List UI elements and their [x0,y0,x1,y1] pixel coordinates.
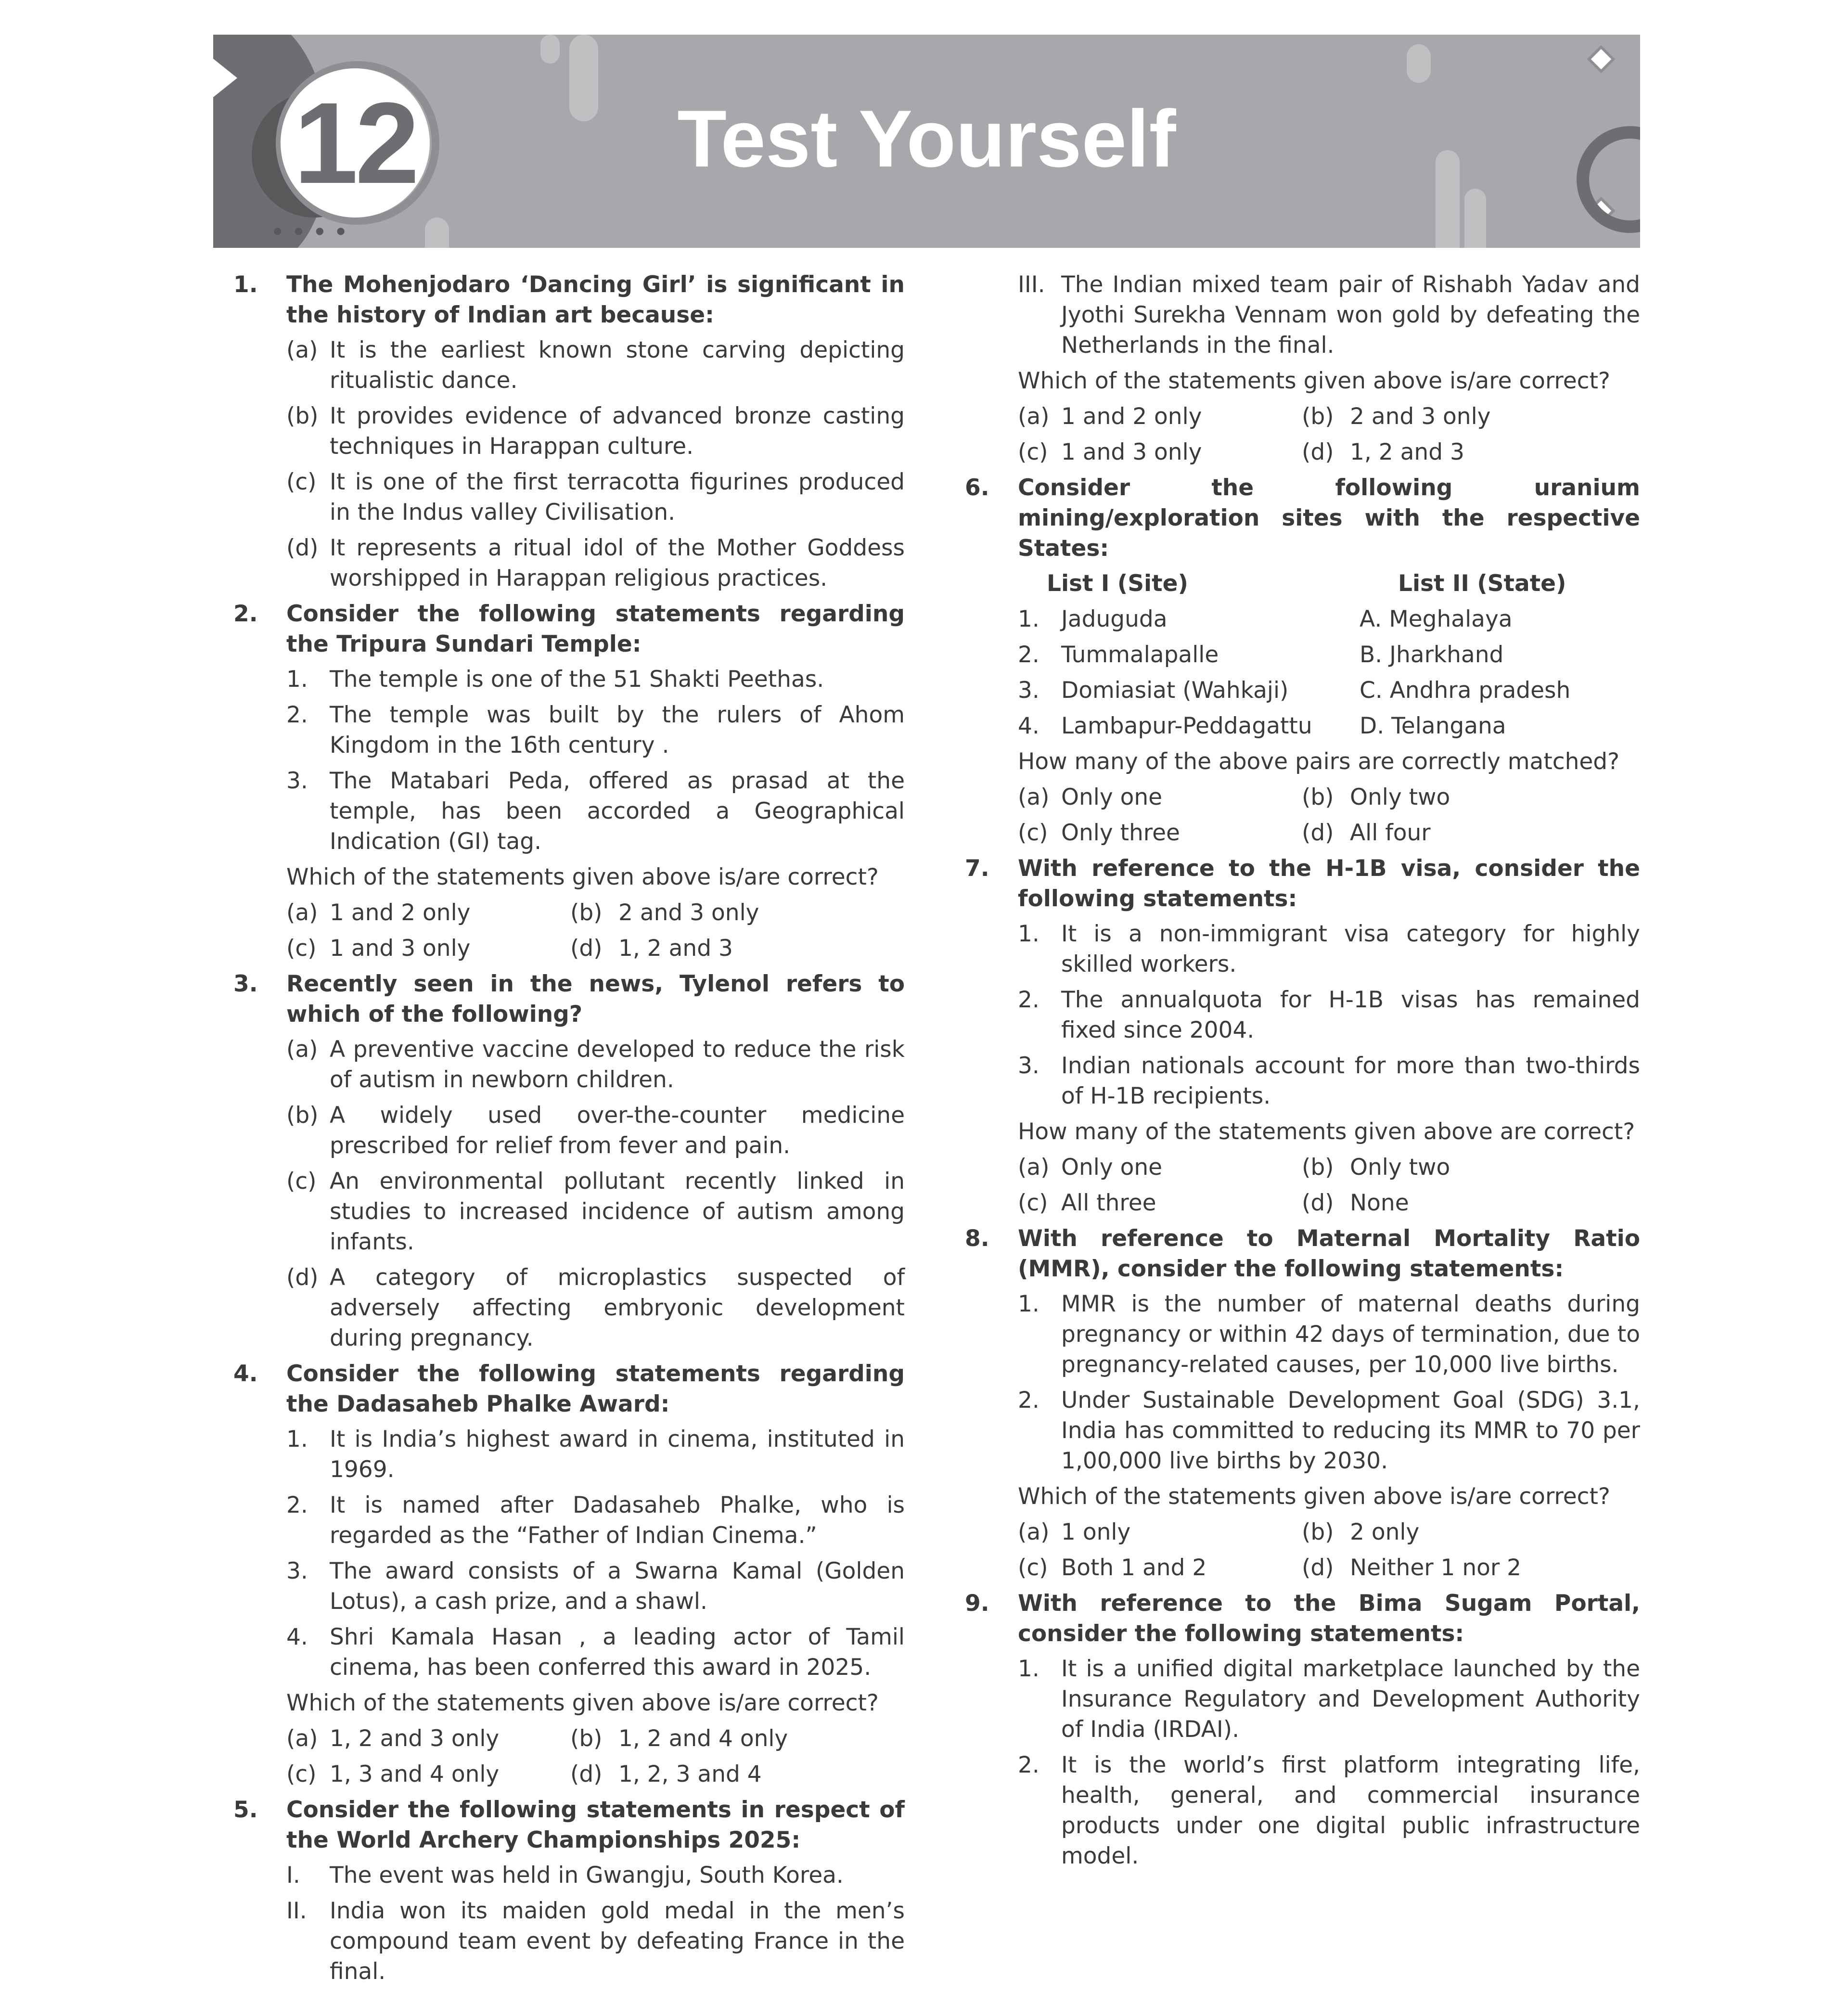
question-number: 3. [233,971,258,997]
statement [286,700,905,760]
option-text: None [1350,1190,1409,1216]
option-label: (d) [286,1264,319,1291]
option [1302,401,1640,432]
option-text: Both 1 and 2 [1061,1555,1207,1581]
question-2 [233,599,905,659]
statement-label: 1. [1018,1291,1040,1317]
statement-text: The Indian mixed team pair of Rishabh Yadav and Jyothi Surekha Vennam won gold by defeating the Netherlands in the final. [1061,271,1640,359]
statement-label: 3. [1018,1053,1040,1079]
option-label: (c) [1018,1555,1048,1581]
option [570,898,905,928]
option-text: Neither 1 nor 2 [1350,1555,1522,1581]
option-text: 1, 2 and 3 only [330,1725,500,1752]
question-prompt: How many of the statements given above are correct? [1018,1118,1635,1145]
option-label: (b) [1302,1519,1334,1545]
option-label: (b) [286,1102,319,1129]
question-number: 1. [233,271,258,298]
question-4 [233,1359,905,1419]
left-column [233,270,905,1992]
option [1302,1553,1640,1583]
statement-label: 2. [286,702,308,728]
statement [1018,1654,1640,1745]
statement [286,1490,905,1551]
option [1018,1517,1302,1547]
statement-text: Shri Kamala Hasan , a leading actor of Tamil cinema, has been conferred this award in 2025. [330,1624,905,1681]
play-arrow-icon [213,59,237,97]
options-grid [286,1723,905,1754]
option [570,933,905,964]
option-text: 1, 2 and 4 only [618,1725,788,1752]
question-number: 8. [965,1225,989,1252]
statement [286,1424,905,1485]
statement [286,766,905,857]
option-label: (a) [286,900,318,926]
option-text: 1 only [1061,1519,1131,1545]
question-text: With reference to the H-1B visa, consider the following statements: [1018,855,1640,912]
option-text: A preventive vaccine developed to reduce the risk of autism in newborn children. [330,1036,905,1093]
option [1302,1188,1640,1218]
option [286,1723,570,1754]
statement-label: 1. [1018,921,1040,947]
options-grid [1018,1152,1640,1182]
question-6 [965,473,1640,564]
option-text: 1, 2 and 3 [1350,439,1464,465]
decorative-shape [1464,189,1486,248]
option-label: (b) [1302,403,1334,430]
options-grid [286,1759,905,1789]
option-text: Only two [1350,1154,1450,1181]
option-text: It represents a ritual idol of the Mother Goddess worshipped in Harappan religious practices. [330,535,905,591]
match-row [1018,604,1640,634]
option-label: (c) [286,1761,317,1787]
question-text: Consider the following statements in respect of the World Archery Championships 2025: [286,1797,905,1853]
options-grid [1018,1553,1640,1583]
match-row [1018,675,1640,706]
option-label: (d) [570,935,603,962]
option-label: (c) [1018,820,1048,846]
statement-label: 2. [1018,1387,1040,1414]
state-name: D. Telangana [1360,713,1506,739]
question-prompt: How many of the above pairs are correctly matched? [1018,748,1620,775]
question-prompt: Which of the statements given above is/are correct? [286,1690,879,1716]
statement-text: The temple was built by the rulers of Ahom Kingdom in the 16th century . [330,702,905,758]
statement [286,1556,905,1617]
options-grid [1018,1517,1640,1547]
question-text: Recently seen in the news, Tylenol refers to which of the following? [286,971,905,1028]
row-number: 2. [1018,642,1040,668]
option-label: (c) [286,469,317,495]
statement-text: The Matabari Peda, offered as prasad at the temple, has been accorded a Geographical Indication (GI) tag. [330,768,905,855]
page-title: Test Yourself [677,93,1176,184]
right-column [965,270,1640,1876]
question-number: 6. [965,475,989,501]
option-label: (b) [1302,1154,1334,1181]
question-text: With reference to Maternal Mortality Ratio (MMR), consider the following statements: [1018,1225,1640,1282]
statement-text: MMR is the number of maternal deaths during pregnancy or within 42 days of termination, due to pregnancy-related causes, per 10,000 live births. [1061,1291,1640,1378]
option-text: 1 and 3 only [1061,439,1202,465]
decorative-shape [1407,44,1431,83]
option-label: (b) [570,1725,603,1752]
option [286,1759,570,1789]
statement-text: The temple is one of the 51 Shakti Peethas. [330,666,824,693]
option [1302,782,1640,812]
list-1-heading: List I (Site) [1047,570,1188,597]
statement-label: 3. [286,768,308,794]
statement-label: 1. [286,666,308,693]
option-text: It provides evidence of advanced bronze casting techniques in Harappan culture. [330,403,905,460]
statement-text: India won its maiden gold medal in the men’s compound team event by defeating France in the final. [330,1898,905,1985]
option-label: (c) [1018,1190,1048,1216]
question-7 [965,853,1640,914]
option-label: (b) [570,900,603,926]
question-number: 2. [233,601,258,627]
options-grid [1018,401,1640,432]
match-row [1018,711,1640,741]
option-text: 1, 3 and 4 only [330,1761,500,1787]
row-number: 4. [1018,713,1040,739]
option [286,1166,905,1257]
statement [286,1622,905,1683]
option-text: 2 and 3 only [618,900,759,926]
state-name: C. Andhra pradesh [1360,677,1571,704]
statement-text: Indian nationals account for more than two-thirds of H-1B recipients. [1061,1053,1640,1109]
question-text: The Mohenjodaro ‘Dancing Girl’ is significant in the history of Indian art because: [286,271,905,328]
statement-text: The annualquota for H-1B visas has remained fixed since 2004. [1061,987,1640,1043]
decorative-shape [425,218,449,248]
option-text: 1 and 3 only [330,935,471,962]
option [286,1262,905,1353]
option [286,401,905,462]
option-text: 1, 2 and 3 [618,935,733,962]
row-number: 1. [1018,606,1040,632]
option-text: Only one [1061,1154,1163,1181]
question-9 [965,1588,1640,1649]
site-name: Domiasiat (Wahkaji) [1061,677,1289,704]
site-name: Jaduguda [1061,606,1168,632]
row-number: 3. [1018,677,1040,704]
question-text: Consider the following statements regarding the Dadasaheb Phalke Award: [286,1361,905,1417]
statement-text: Under Sustainable Development Goal (SDG) 3.1, India has committed to reducing its MMR to 70 per 1,00,000 live births by 2030. [1061,1387,1640,1474]
option [1302,437,1640,467]
option [1018,782,1302,812]
statement-label: 2. [1018,1752,1040,1778]
statement [1018,985,1640,1045]
option-text: An environmental pollutant recently linked in studies to increased incidence of autism among infants. [330,1168,905,1255]
statement-text: The award consists of a Swarna Kamal (Golden Lotus), a cash prize, and a shawl. [330,1558,905,1615]
option-label: (a) [1018,1519,1050,1545]
question-number: 4. [233,1361,258,1387]
option [286,898,570,928]
question-prompt: Which of the statements given above is/are correct? [1018,368,1610,394]
statement-text: It is India’s highest award in cinema, instituted in 1969. [330,1426,905,1483]
statement-text: It is named after Dadasaheb Phalke, who is regarded as the “Father of Indian Cinema.” [330,1492,905,1549]
option [286,467,905,527]
option [1018,1152,1302,1182]
statement [1018,919,1640,979]
chapter-banner [213,35,1640,248]
list-2-heading: List II (State) [1398,570,1566,597]
options-grid [1018,1188,1640,1218]
option [1018,818,1302,848]
question-number: 9. [965,1590,989,1617]
option-label: (a) [1018,1154,1050,1181]
option-label: (a) [286,1036,318,1063]
option [286,1034,905,1095]
statement-label: III. [1018,271,1045,298]
option [1018,401,1302,432]
option [286,533,905,593]
state-name: B. Jharkhand [1360,642,1504,668]
state-name: A. Meghalaya [1360,606,1513,632]
question-1 [233,270,905,330]
option-text: 1 and 2 only [330,900,471,926]
statement [1018,1051,1640,1111]
option-label: (c) [286,935,317,962]
statement-label: 4. [286,1624,308,1650]
statement-text: It is a non-immigrant visa category for highly skilled workers. [1061,921,1640,977]
option-text: 2 and 3 only [1350,403,1491,430]
option-text: It is the earliest known stone carving depicting ritualistic dance. [330,337,905,394]
question-8 [965,1223,1640,1284]
options-grid [1018,782,1640,812]
options-grid [286,898,905,928]
option [1018,1553,1302,1583]
statement [1018,1289,1640,1380]
chapter-number: 12 [294,78,417,207]
question-prompt: Which of the statements given above is/are correct? [1018,1483,1610,1510]
option-label: (d) [1302,439,1334,465]
statement [286,1860,905,1890]
option [1302,1152,1640,1182]
match-row [1018,640,1640,670]
braille-dots-icon: ● ● ● ● [273,225,350,236]
option [286,1100,905,1161]
option [1302,1517,1640,1547]
option-text: Only two [1350,784,1450,810]
option-label: (d) [286,535,319,561]
question-5 [233,1795,905,1855]
option [570,1759,905,1789]
option [1018,1188,1302,1218]
question-3 [233,969,905,1029]
option-label: (d) [1302,820,1334,846]
option [1302,818,1640,848]
list-header [1047,568,1640,599]
options-grid [286,933,905,964]
option-text: Only one [1061,784,1163,810]
option-text: A category of microplastics suspected of adversely affecting embryonic development during pregnancy. [330,1264,905,1351]
option-label: (c) [286,1168,317,1195]
question-number: 7. [965,855,989,882]
option-label: (a) [286,337,318,363]
site-name: Lambapur-Peddagattu [1061,713,1312,739]
option-text: Only three [1061,820,1180,846]
statement-label: 1. [286,1426,308,1452]
options-grid [1018,818,1640,848]
option-text: 1, 2, 3 and 4 [618,1761,762,1787]
question-text: With reference to the Bima Sugam Portal, consider the following statements: [1018,1590,1640,1647]
statement [1018,1750,1640,1871]
statement-text: It is a unified digital marketplace launched by the Insurance Regulatory and Development Authority of India (IRDAI). [1061,1656,1640,1743]
option [1018,437,1302,467]
option-label: (a) [1018,403,1050,430]
option-label: (d) [570,1761,603,1787]
question-number: 5. [233,1797,258,1823]
option-text: All three [1061,1190,1156,1216]
option-text: A widely used over-the-counter medicine prescribed for relief from fever and pain. [330,1102,905,1159]
statement-label: 1. [1018,1656,1040,1682]
statement [1018,1385,1640,1476]
statement [286,1896,905,1987]
decorative-shape [540,35,560,64]
option-label: (d) [1302,1555,1334,1581]
option [570,1723,905,1754]
option [286,335,905,396]
site-name: Tummalapalle [1061,642,1219,668]
option [286,933,570,964]
option-label: (a) [286,1725,318,1752]
option-label: (b) [286,403,319,429]
options-grid [1018,437,1640,467]
option-text: All four [1350,820,1431,846]
statement-text: The event was held in Gwangju, South Korea. [330,1862,844,1889]
statement-label: I. [286,1862,300,1889]
option-label: (a) [1018,784,1050,810]
statement-text: It is the world’s first platform integrating life, health, general, and commercial insurance products under one digital public infrastructure model. [1061,1752,1640,1869]
statement-label: 2. [286,1492,308,1518]
diamond-icon [1587,45,1615,73]
option-text: 2 only [1350,1519,1420,1545]
question-prompt: Which of the statements given above is/are correct? [286,864,879,890]
statement-label: 3. [286,1558,308,1584]
question-text: Consider the following statements regarding the Tripura Sundari Temple: [286,601,905,657]
statement-label: II. [286,1898,307,1924]
option-label: (d) [1302,1190,1334,1216]
option-text: It is one of the first terracotta figurines produced in the Indus valley Civilisation. [330,469,905,526]
statement [1018,270,1640,360]
statement-label: 2. [1018,987,1040,1013]
statement [286,664,905,694]
option-text: 1 and 2 only [1061,403,1202,430]
option-label: (c) [1018,439,1048,465]
option-label: (b) [1302,784,1334,810]
question-text: Consider the following uranium mining/exploration sites with the respective States: [1018,475,1640,562]
